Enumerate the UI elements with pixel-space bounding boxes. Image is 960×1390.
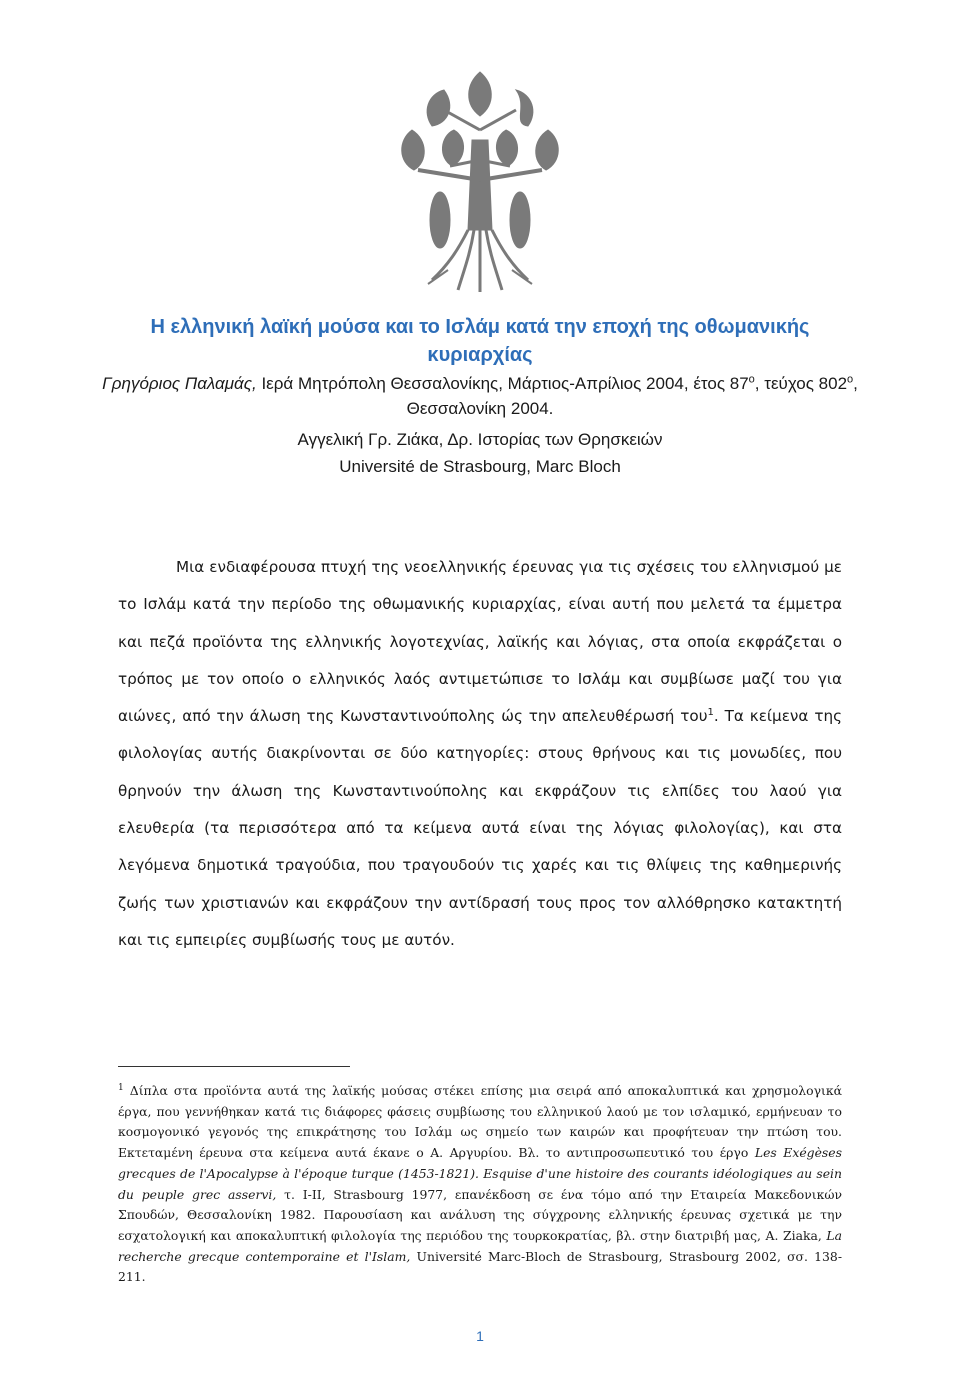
- superscript: ο: [847, 373, 854, 386]
- footnote-separator: [118, 1066, 350, 1067]
- footnote-text-2: τ. I-II, Strasbourg 1977, επανέκδοση σε ένα τόμο από την Εταιρεία Μακεδονικών Σπουδών, Θεσσαλονίκη 1982. Παρουσίαση και ανάλυση της σύγχρονης ελληνικής έρευνας σχετικά με την εσχατολογική και αποκαλυπτική φιλολογία της περιόδου της τουρκοκρατίας, βλ. στην διατριβή μας, A. Ziaka,: [118, 1186, 842, 1243]
- page-number: 1: [476, 1328, 484, 1344]
- footnote-title-2: La recherche grecque contemporaine et l'Islam,: [118, 1227, 842, 1264]
- source-details: Ιερά Μητρόπολη Θεσσαλονίκης, Μάρτιος-Απρίλιος 2004, έτος 87: [256, 374, 749, 393]
- footnote-title-1: Les Exégèses grecques de l'Apocalypse à l'époque turque (1453-1821). Esquise d'une histoire des courants idéologiques au sein du peuple grec asservi,: [118, 1145, 842, 1202]
- footnote-text-1: Δίπλα στα προϊόντα αυτά της λαϊκής μούσας στέκει επίσης μια σειρά από αποκαλυπτικά και χρησμολογικά έργα, που γεννήθηκαν κατά τις διάφορες φάσεις συμβίωσης του ελληνικού λαού με τον ισλαμικό, ερμήνευαν το κοσμογονικό γεγονός της επικράτησης του Ισλάμ ως σημείο των καιρών και προφήτευαν την πτώση του. Εκτεταμένη έρευνα στα κείμενα αυτά έκανε ο Α. Αργυρίου. Βλ. το αντιπροσωπευτικό του έργο: [118, 1083, 842, 1161]
- source-journal: Γρηγόριος Παλαμάς,: [102, 374, 257, 393]
- footnote-number: 1: [118, 1082, 124, 1093]
- author-name: Αγγελική Γρ. Ζιάκα, Δρ. Ιστορίας των Θρησκειών: [297, 430, 663, 449]
- footnote: [118, 1081, 842, 1288]
- author-affiliation: Université de Strasbourg, Marc Bloch: [339, 457, 621, 476]
- footnote-reference[interactable]: 1: [707, 707, 714, 719]
- tree-logo: [388, 70, 572, 294]
- source-issue: , τεύχος 802: [754, 374, 848, 393]
- body-paragraph: [118, 549, 842, 959]
- superscript: ο: [748, 373, 755, 386]
- footnote-text-3: Université Marc-Bloch de Strasbourg, Strasbourg 2002, σσ. 138-211.: [118, 1248, 843, 1285]
- source-place: , Θεσσαλονίκη 2004.: [406, 374, 858, 418]
- source-citation: [100, 371, 860, 421]
- author-block: [100, 426, 860, 480]
- body-text-part1: Μια ενδιαφέρουσα πτυχή της νεοελληνικής έρευνας για τις σχέσεις του ελληνισμού με το Ισλάμ κατά την περίοδο της οθωμανικής κυριαρχίας, είναι αυτή που μελετά τα έμμετρα και πεζά προϊόντα της ελληνικής λογοτεχνίας, λαϊκής και λόγιας, στα οποία εκφράζεται ο τρόπος με τον οποίο ο ελληνικός λαός αντιμετώπισε το Ισλάμ και συμβίωσε μαζί του για αιώνες, από την άλωση της Κωνσταντινούπολης ώς την απελευθέρωσή του: [118, 558, 842, 726]
- body-text-part2: . Τα κείμενα της φιλολογίας αυτής διακρίνονται σε δύο κατηγορίες: στους θρήνους και τις μονωδίες, που θρηνούν την άλωση της Κωνσταντινούπολης και εκφράζουν τις ελπίδες του λαού για ελευθερία (τα περισσότερα από τα κείμενα αυτά είναι της λόγιας φιλολογίας), και στα λεγόμενα δημοτικά τραγούδια, που τραγουδούν τις χαρές και τις θλίψεις της καθημερινής ζωής των χριστιανών και εκφράζουν την αντίδρασή τους προς τον αλλόθρησκο κατακτητή και τις εμπειρίες συμβίωσής τους με αυτόν.: [118, 707, 842, 949]
- document-title: Η ελληνική λαϊκή μούσα και το Ισλάμ κατά την εποχή της οθωμανικής κυριαρχίας: [150, 316, 810, 366]
